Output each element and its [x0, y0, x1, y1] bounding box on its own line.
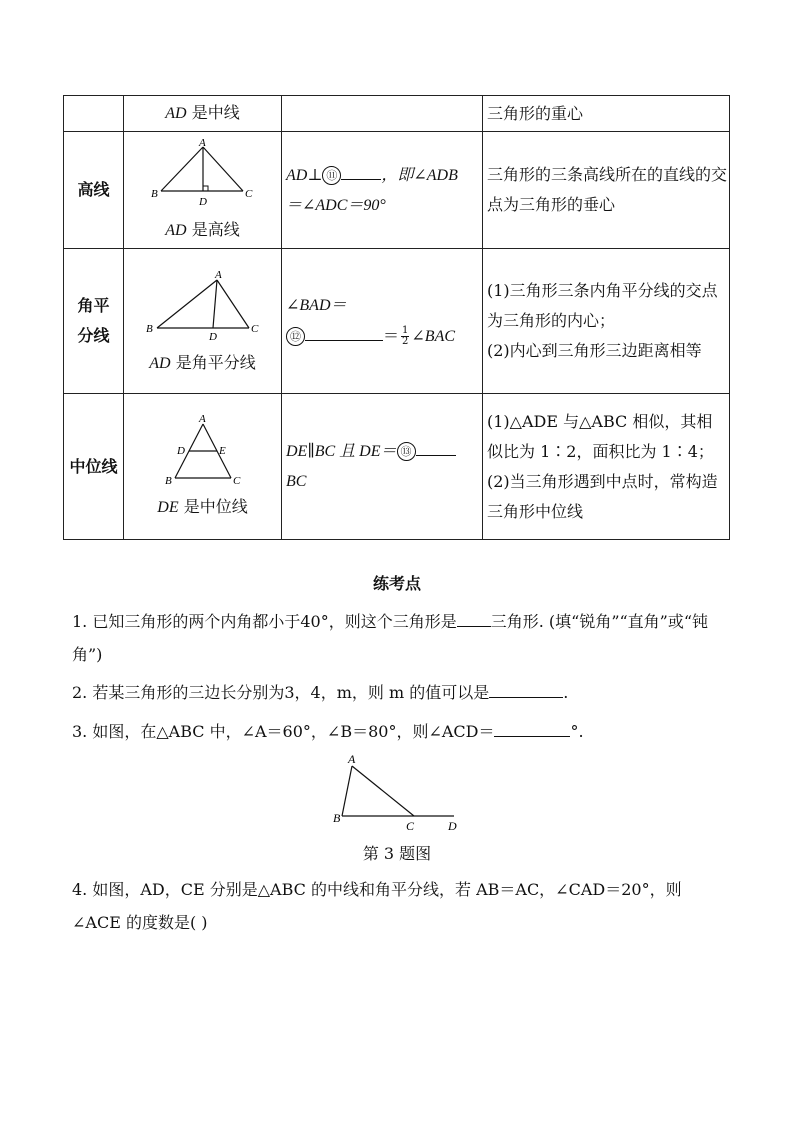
bisector-triangle-figure [143, 268, 263, 342]
row-bisector [64, 249, 730, 394]
svg-text:C: C [244, 187, 252, 200]
midline-notes: (1)△ADE 与△ABC 相似，其相似比为 1∶2，面积比为 1∶4； (2)当三角形遇到中点时，常构造三角形中位线 [483, 394, 730, 540]
median-property [282, 96, 483, 132]
altitude-label: 高线 [64, 132, 124, 249]
question-3: 3. 如图，在△ABC 中，∠A＝60°，∠B＝80°，则∠ACD＝ °. [72, 722, 584, 741]
svg-text:A: A [198, 138, 206, 149]
section-title: 练考点 [372, 574, 421, 593]
triangle-lines-table [63, 95, 730, 540]
question-2: 2. 若某三角形的三边长分别为3，4，m，则 m 的值可以是 . [72, 683, 569, 702]
question-4: 4. 如图，AD，CE 分别是△ABC 的中线和角平分线，若 AB＝AC，∠CAD＝20°，则∠ACE 的度数是( ) [72, 880, 682, 932]
midline-label: 中位线 [64, 394, 124, 540]
svg-text:B: B [150, 187, 158, 200]
centroid-text: 三角形的重心 [483, 96, 730, 132]
svg-text:A: A [198, 414, 206, 425]
row-median [64, 96, 730, 132]
midline-property: DE∥BC 且 DE＝ ⑬ BC [282, 394, 483, 540]
question-3-caption: 第 3 题图 [362, 844, 432, 863]
svg-text:C: C [406, 819, 415, 832]
svg-text:C: C [232, 475, 240, 486]
row-midline [64, 394, 730, 540]
svg-text:B: B [333, 811, 341, 825]
svg-text:D: D [198, 195, 207, 208]
question-3-figure [330, 750, 470, 832]
orthocenter-text: 三角形的三条高线所在的直线的交点为三角形的垂心 [483, 132, 730, 249]
svg-text:E: E [218, 445, 226, 457]
svg-text:B: B [164, 475, 172, 486]
svg-text:A: A [348, 752, 356, 766]
altitude-caption: AD 是高线 [165, 219, 240, 239]
bisector-label: 角平 分线 [64, 249, 124, 394]
median-caption: AD 是中线 [124, 96, 282, 132]
midline-figure-cell [124, 394, 282, 540]
svg-text:C: C [250, 322, 258, 335]
altitude-property: AD⊥ ⑪ ，即∠ADB ＝∠ADC＝90° [282, 132, 483, 249]
svg-text:D: D [448, 819, 457, 832]
svg-text:D: D [176, 445, 185, 457]
row-altitude [64, 132, 730, 249]
altitude-figure-cell [124, 132, 282, 249]
svg-text:B: B [145, 322, 153, 335]
row1-label [64, 96, 124, 132]
incenter-text: (1)三角形三条内角平分线的交点为三角形的内心； (2)内心到三角形三边距离相等 [483, 249, 730, 394]
midline-caption: DE 是中位线 [157, 497, 248, 516]
svg-text:A: A [214, 268, 222, 281]
question-1: 1. 已知三角形的两个内角都小于40°，则这个三角形是 三角形. (填“锐角”“直角”或“钝角”) [72, 612, 709, 664]
midline-triangle-figure [153, 414, 253, 486]
bisector-property: ∠BAD＝ ⑫ ＝ $\frac{1}{2}$ ∠BAC [282, 249, 483, 394]
bisector-caption: AD 是角平分线 [149, 352, 256, 372]
altitude-triangle-figure [143, 139, 263, 209]
bisector-figure-cell [124, 249, 282, 394]
svg-text:D: D [208, 330, 217, 342]
